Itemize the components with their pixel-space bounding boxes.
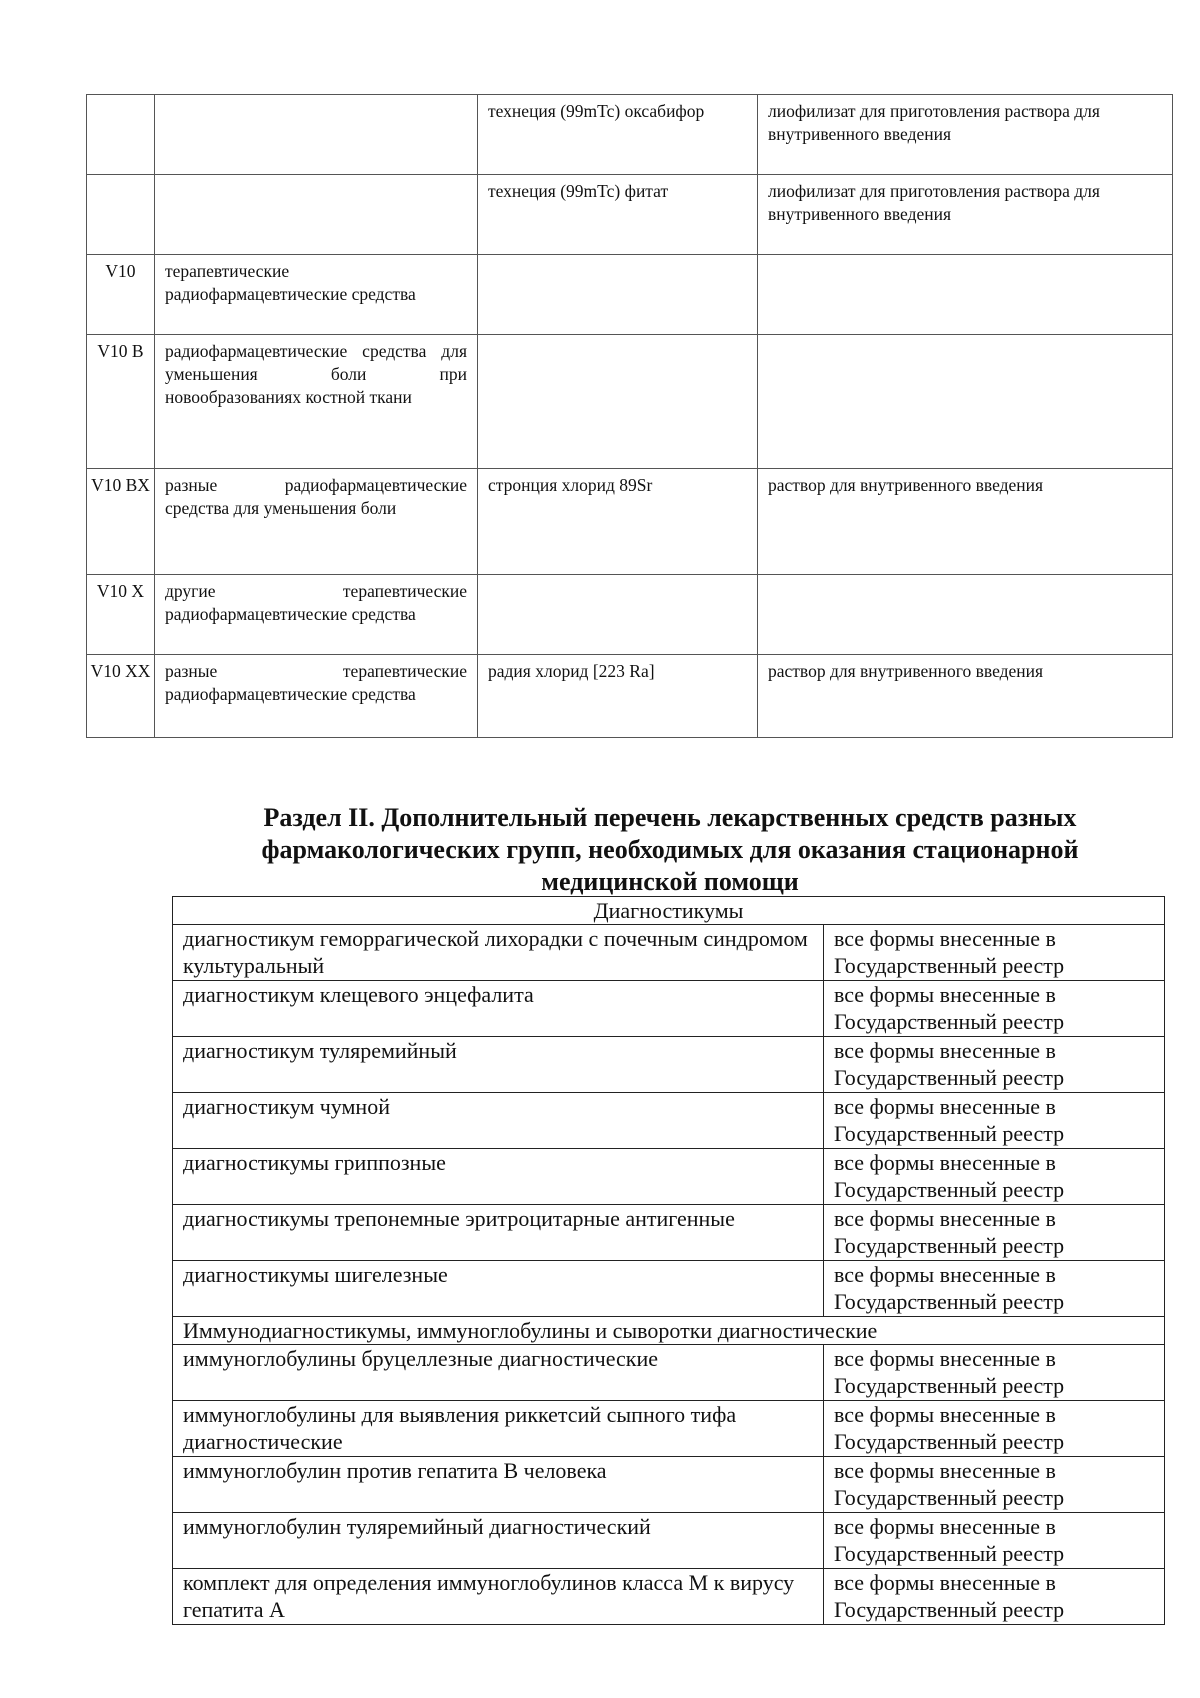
description-cell: другие терапевтические радиофармацевтические средства [155,575,478,655]
table-row [87,655,1173,738]
drug-cell: технеция (99mTc) фитат [478,175,758,255]
atc-code-cell: V10 [87,255,155,335]
group-title: Иммунодиагностикумы, иммуноглобулины и сыворотки диагностические [173,1317,1165,1345]
drug-cell [478,575,758,655]
drug-cell [478,335,758,469]
description-cell [155,175,478,255]
atc-code-cell: V10 BX [87,469,155,575]
drug-cell: технеция (99mTc) оксабифор [478,95,758,175]
form-cell: все формы внесенные в Государственный реестр [824,925,1165,981]
name-cell: иммуноглобулин против гепатита В человека [173,1457,824,1513]
table-row [173,1457,1165,1513]
form-cell: все формы внесенные в Государственный реестр [824,1261,1165,1317]
drug-cell: стронция хлорид 89Sr [478,469,758,575]
section-heading [170,802,1170,898]
table-row [173,1569,1165,1625]
name-cell: иммуноглобулин туляремийный диагностический [173,1513,824,1569]
atc-code-cell: V10 XX [87,655,155,738]
name-cell: диагностикум чумной [173,1093,824,1149]
table-row [173,1149,1165,1205]
group-title: Диагностикумы [173,897,1165,925]
atc-code-cell [87,175,155,255]
form-cell: раствор для внутривенного введения [758,655,1173,738]
description-cell: радиофармацевтические средства для уменьшения боли при новообразованиях костной ткани [155,335,478,469]
group-header-row [173,897,1165,925]
name-cell: диагностикум геморрагической лихорадки с почечным синдромом культуральный [173,925,824,981]
form-cell: все формы внесенные в Государственный реестр [824,1093,1165,1149]
description-cell: разные терапевтические радиофармацевтические средства [155,655,478,738]
form-cell: все формы внесенные в Государственный реестр [824,1149,1165,1205]
table-row [173,925,1165,981]
table-row [173,981,1165,1037]
form-cell: все формы внесенные в Государственный реестр [824,1569,1165,1625]
table-row [173,1345,1165,1401]
description-cell [155,95,478,175]
table-row [173,1205,1165,1261]
name-cell: диагностикум туляремийный [173,1037,824,1093]
table-row [173,1261,1165,1317]
table-row [173,1513,1165,1569]
atc-code-cell: V10 B [87,335,155,469]
name-cell: диагностикум клещевого энцефалита [173,981,824,1037]
name-cell: диагностикумы гриппозные [173,1149,824,1205]
table-row [173,1401,1165,1457]
form-cell: лиофилизат для приготовления раствора для внутривенного введения [758,95,1173,175]
name-cell: иммуноглобулины бруцеллезные диагностические [173,1345,824,1401]
description-cell: терапевтические радиофармацевтические средства [155,255,478,335]
drug-cell: радия хлорид [223 Ra] [478,655,758,738]
form-cell [758,335,1173,469]
name-cell: диагностикумы шигелезные [173,1261,824,1317]
table-row [173,1037,1165,1093]
form-cell: все формы внесенные в Государственный реестр [824,1401,1165,1457]
table-row [87,175,1173,255]
form-cell: раствор для внутривенного введения [758,469,1173,575]
table-row [87,469,1173,575]
table-row [87,335,1173,469]
atc-code-cell: V10 X [87,575,155,655]
heading-line: медицинской помощи [541,867,799,896]
atc-code-cell [87,95,155,175]
table-row [87,95,1173,175]
form-cell: лиофилизат для приготовления раствора для внутривенного введения [758,175,1173,255]
group-header-row [173,1317,1165,1345]
form-cell: все формы внесенные в Государственный реестр [824,1457,1165,1513]
table-row [87,255,1173,335]
table-row [173,1093,1165,1149]
name-cell: диагностикумы трепонемные эритроцитарные антигенные [173,1205,824,1261]
heading-line: Раздел II. Дополнительный перечень лекарственных средств разных [263,803,1077,832]
form-cell: все формы внесенные в Государственный реестр [824,1205,1165,1261]
form-cell [758,575,1173,655]
drug-cell [478,255,758,335]
name-cell: комплект для определения иммуноглобулинов класса М к вирусу гепатита А [173,1569,824,1625]
radiopharmaceuticals-table [86,94,1173,738]
heading-line: фармакологических групп, необходимых для оказания стационарной [261,835,1079,864]
form-cell: все формы внесенные в Государственный реестр [824,1037,1165,1093]
form-cell: все формы внесенные в Государственный реестр [824,1513,1165,1569]
form-cell: все формы внесенные в Государственный реестр [824,981,1165,1037]
table-row [87,575,1173,655]
name-cell: иммуноглобулины для выявления риккетсий сыпного тифа диагностические [173,1401,824,1457]
description-cell: разные радиофармацевтические средства для уменьшения боли [155,469,478,575]
form-cell [758,255,1173,335]
form-cell: все формы внесенные в Государственный реестр [824,1345,1165,1401]
diagnostics-table [172,896,1165,1625]
